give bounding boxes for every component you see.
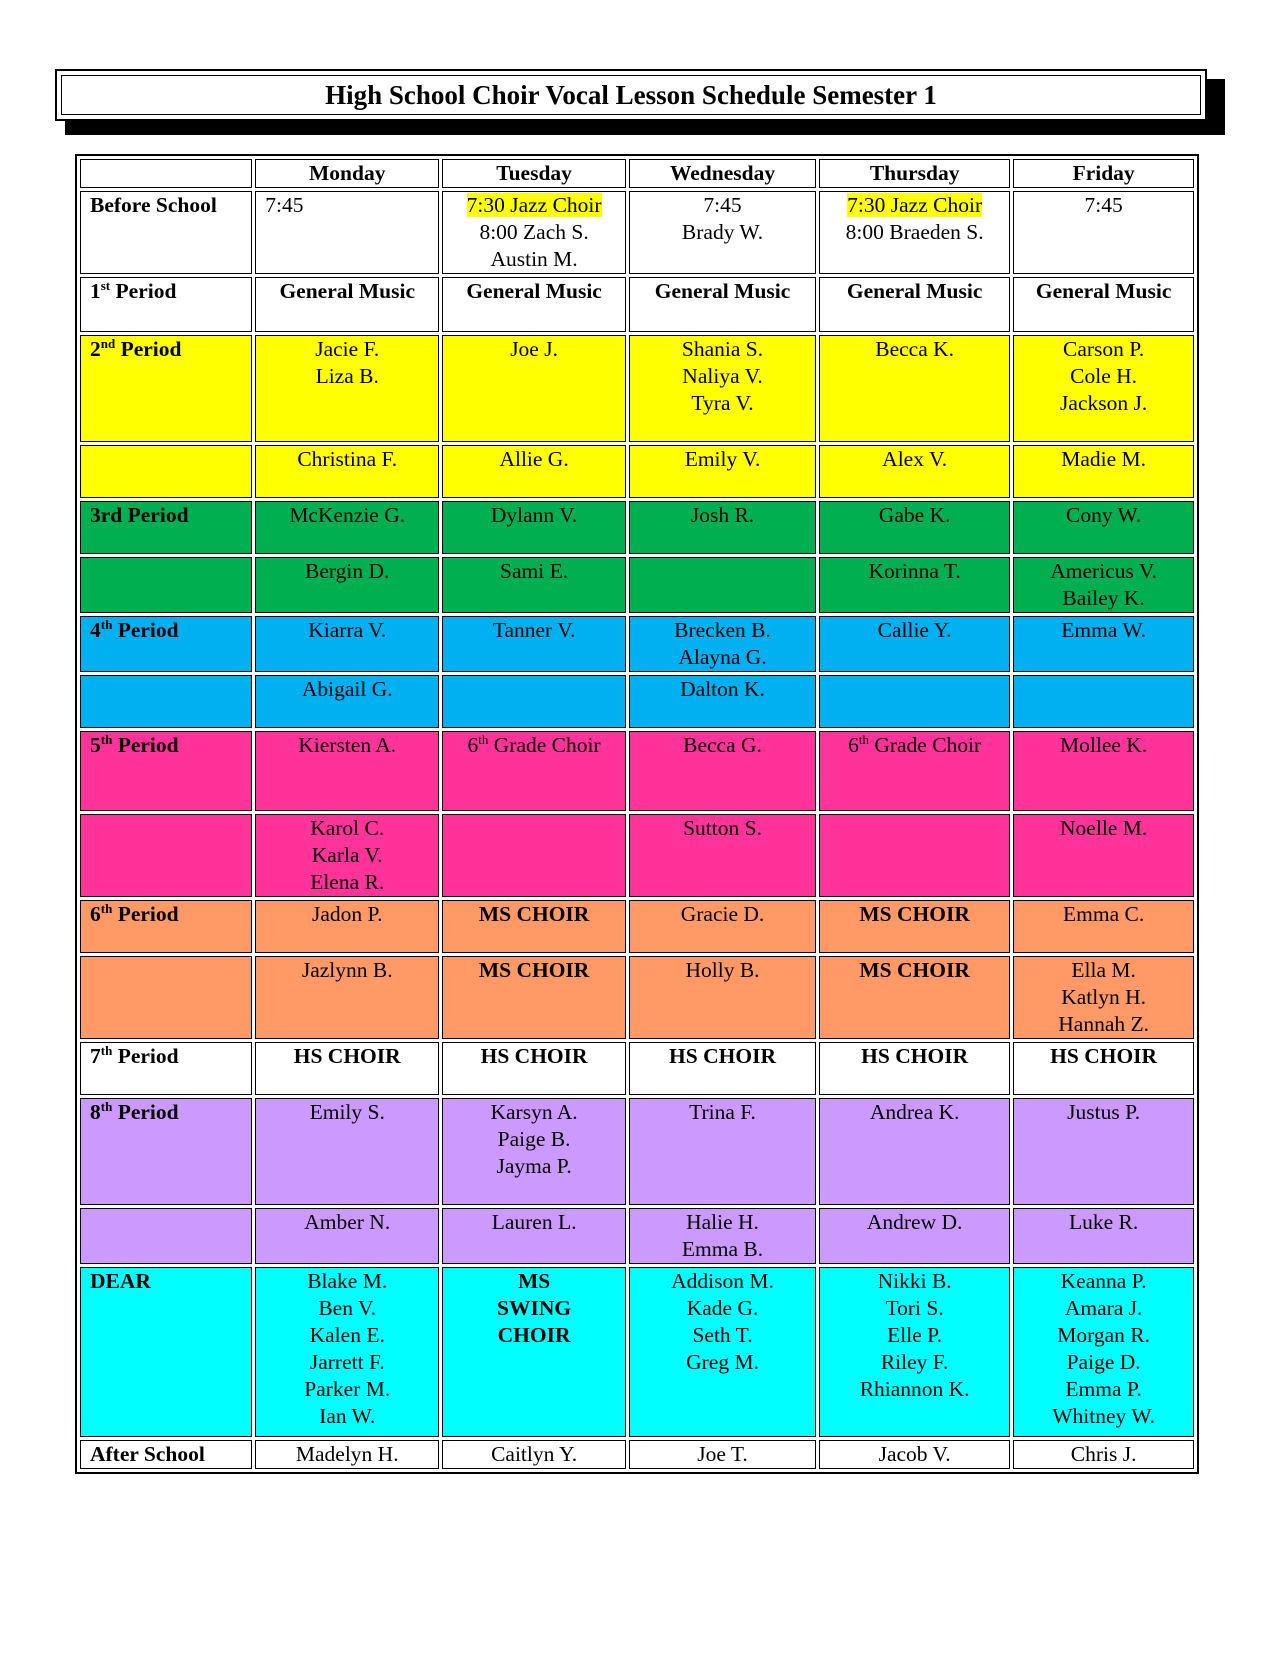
- cell-line: Tanner V.: [492, 618, 576, 642]
- cell-thursday: [819, 956, 1010, 1039]
- cell-line: Riley F.: [880, 1350, 949, 1374]
- cell-monday: [255, 1267, 439, 1437]
- cell-line: Allie G.: [499, 447, 569, 471]
- header-friday: Friday: [1013, 159, 1194, 188]
- cell-friday: [1013, 1042, 1194, 1095]
- cell-monday: [255, 1098, 439, 1205]
- cell-line: Gabe K.: [878, 503, 951, 527]
- cell-wednesday: [629, 1098, 816, 1205]
- schedule-row: [80, 501, 1194, 554]
- cell-friday: [1013, 191, 1194, 274]
- title-box: [55, 69, 1207, 121]
- highlight: 7:30 Jazz Choir: [466, 193, 602, 217]
- schedule-row: [80, 956, 1194, 1039]
- cell-wednesday: [629, 675, 816, 728]
- cell-line: Karla V.: [311, 843, 383, 867]
- cell-line: 7:45: [265, 193, 304, 217]
- row-label: 7th Period: [80, 1042, 252, 1095]
- cell-line: Ben V.: [318, 1296, 377, 1320]
- cell-line: Tori S.: [885, 1296, 944, 1320]
- cell-wednesday: [629, 731, 816, 811]
- header-wednesday: Wednesday: [629, 159, 816, 188]
- cell-thursday: [819, 900, 1010, 953]
- cell-line: Liza B.: [315, 364, 379, 388]
- row-label: 5th Period: [80, 731, 252, 811]
- cell-line: Gracie D.: [680, 902, 765, 926]
- cell-line: Jacob V.: [878, 1442, 951, 1466]
- cell-line: Alayna G.: [678, 645, 767, 669]
- cell-line: Korinna T.: [868, 559, 961, 583]
- cell-line: Tyra V.: [691, 391, 754, 415]
- cell-monday: [255, 675, 439, 728]
- cell-tuesday: [442, 501, 626, 554]
- cell-line: Jacie F.: [315, 337, 380, 361]
- cell-line: Cole H.: [1070, 364, 1138, 388]
- cell-tuesday: [442, 1042, 626, 1095]
- row-label: 6th Period: [80, 900, 252, 953]
- page-title: High School Choir Vocal Lesson Schedule Semester 1: [61, 75, 1201, 115]
- cell-line: Ian W.: [319, 1404, 376, 1428]
- cell-friday: [1013, 1440, 1194, 1469]
- cell-line: Emily S.: [309, 1100, 385, 1124]
- header-row: [80, 159, 1194, 188]
- cell-line: Andrea K.: [869, 1100, 960, 1124]
- cell-line: Kade G.: [686, 1296, 759, 1320]
- cell-wednesday: [629, 956, 816, 1039]
- row-label: [80, 956, 252, 1039]
- cell-line: Josh R.: [690, 503, 755, 527]
- cell-line: Callie Y.: [877, 618, 952, 642]
- cell-line: Trina F.: [689, 1100, 756, 1124]
- row-label: After School: [80, 1440, 252, 1469]
- cell-thursday: [819, 1208, 1010, 1264]
- cell-thursday: [819, 1267, 1010, 1437]
- cell-monday: [255, 956, 439, 1039]
- cell-line: Jazlynn B.: [301, 958, 393, 982]
- cell-friday: [1013, 731, 1194, 811]
- cell-thursday: [819, 445, 1010, 498]
- row-label: 3rd Period: [80, 501, 252, 554]
- cell-line: Whitney W.: [1052, 1404, 1155, 1428]
- cell-line: Shania S.: [681, 337, 764, 361]
- cell-tuesday: [442, 731, 626, 811]
- cell-monday: [255, 814, 439, 897]
- cell-line: Elle P.: [887, 1323, 943, 1347]
- cell-line: Amara J.: [1064, 1296, 1143, 1320]
- cell-line: 6th Grade Choir: [467, 731, 601, 757]
- cell-line: Keanna P.: [1060, 1269, 1147, 1293]
- cell-line: MS: [517, 1269, 551, 1293]
- cell-line: Joe T.: [697, 1442, 748, 1466]
- cell-line: Kalen E.: [309, 1323, 385, 1347]
- cell-line: Parker M.: [304, 1377, 391, 1401]
- header-tuesday: Tuesday: [442, 159, 626, 188]
- cell-line: Karol C.: [310, 816, 385, 840]
- cell-line: HS CHOIR: [293, 1044, 401, 1068]
- header-corner: [80, 159, 252, 188]
- cell-thursday: [819, 501, 1010, 554]
- cell-line: Dalton K.: [680, 677, 765, 701]
- cell-friday: [1013, 675, 1194, 728]
- row-label: 1st Period: [80, 277, 252, 332]
- cell-line: Madie M.: [1061, 447, 1147, 471]
- cell-friday: [1013, 445, 1194, 498]
- cell-tuesday: [442, 557, 626, 613]
- cell-line: Sami E.: [500, 559, 569, 583]
- cell-line: Brecken B.: [674, 618, 771, 642]
- cell-line: Paige D.: [1066, 1350, 1141, 1374]
- cell-line: MS CHOIR: [859, 958, 970, 982]
- cell-tuesday: [442, 277, 626, 332]
- header-thursday: Thursday: [819, 159, 1010, 188]
- cell-wednesday: [629, 900, 816, 953]
- cell-line: CHOIR: [497, 1323, 571, 1347]
- cell-thursday: [819, 675, 1010, 728]
- cell-line: Greg M.: [686, 1350, 759, 1374]
- cell-line: Blake M.: [307, 1269, 388, 1293]
- cell-friday: [1013, 277, 1194, 332]
- cell-line: Austin M.: [490, 247, 578, 271]
- cell-tuesday: [442, 1208, 626, 1264]
- schedule-row: [80, 335, 1194, 442]
- cell-line: Emily V.: [684, 447, 761, 471]
- schedule-row: [80, 1042, 1194, 1095]
- cell-line: Amber N.: [304, 1210, 391, 1234]
- cell-line: HS CHOIR: [669, 1044, 776, 1068]
- cell-line: Noelle M.: [1060, 816, 1148, 840]
- cell-line: HS CHOIR: [1050, 1044, 1158, 1068]
- cell-line: Bergin D.: [305, 559, 390, 583]
- cell-line: 7:45: [1084, 193, 1123, 217]
- schedule-row: [80, 616, 1194, 672]
- cell-line: 7:45: [703, 193, 742, 217]
- cell-tuesday: [442, 956, 626, 1039]
- cell-line: General Music: [1035, 279, 1172, 303]
- cell-monday: [255, 900, 439, 953]
- row-label: 8th Period: [80, 1098, 252, 1205]
- schedule-row: [80, 191, 1194, 274]
- cell-line: Jarrett F.: [309, 1350, 385, 1374]
- cell-line: Kiarra V.: [308, 618, 387, 642]
- schedule-row: [80, 1098, 1194, 1205]
- cell-line: 6th Grade Choir: [848, 731, 982, 757]
- cell-monday: [255, 501, 439, 554]
- cell-line: Becca K.: [875, 337, 955, 361]
- cell-line: Morgan R.: [1057, 1323, 1151, 1347]
- cell-tuesday: [442, 191, 626, 274]
- cell-line: Jackson J.: [1060, 391, 1148, 415]
- cell-line: Abigail G.: [301, 677, 393, 701]
- cell-thursday: [819, 1098, 1010, 1205]
- cell-line: Becca G.: [683, 733, 762, 757]
- cell-monday: [255, 616, 439, 672]
- cell-thursday: [819, 191, 1010, 274]
- cell-line: Sutton S.: [683, 816, 762, 840]
- row-label: Before School: [80, 191, 252, 274]
- cell-line: Chris J.: [1070, 1442, 1137, 1466]
- cell-thursday: [819, 277, 1010, 332]
- cell-line: Americus V.: [1050, 559, 1157, 583]
- cell-line: McKenzie G.: [289, 503, 406, 527]
- cell-monday: [255, 1042, 439, 1095]
- cell-line: [822, 192, 1007, 219]
- cell-line: Christina F.: [297, 447, 398, 471]
- cell-line: MS CHOIR: [478, 902, 590, 926]
- cell-line: Addison M.: [671, 1269, 774, 1293]
- cell-wednesday: [629, 501, 816, 554]
- schedule-row: [80, 1208, 1194, 1264]
- cell-thursday: [819, 1042, 1010, 1095]
- cell-line: Hannah Z.: [1058, 1012, 1149, 1036]
- cell-line: MS CHOIR: [859, 902, 970, 926]
- cell-wednesday: [629, 1042, 816, 1095]
- row-label: [80, 675, 252, 728]
- cell-tuesday: [442, 900, 626, 953]
- schedule-row: [80, 675, 1194, 728]
- cell-line: Brady W.: [681, 220, 764, 244]
- cell-line: SWING: [497, 1296, 572, 1320]
- highlight: 7:30 Jazz Choir: [847, 193, 983, 217]
- schedule-row: [80, 900, 1194, 953]
- cell-friday: [1013, 814, 1194, 897]
- cell-wednesday: [629, 191, 816, 274]
- cell-tuesday: [442, 1267, 626, 1437]
- cell-line: Holly B.: [685, 958, 760, 982]
- cell-line: Emma P.: [1065, 1377, 1142, 1401]
- cell-line: Carson P.: [1063, 337, 1145, 361]
- schedule-row: [80, 277, 1194, 332]
- cell-line: Paige B.: [497, 1127, 571, 1151]
- cell-wednesday: [629, 1208, 816, 1264]
- cell-line: Katlyn H.: [1061, 985, 1147, 1009]
- cell-line: Seth T.: [692, 1323, 753, 1347]
- cell-wednesday: [629, 445, 816, 498]
- cell-wednesday: [629, 814, 816, 897]
- cell-line: [445, 192, 623, 219]
- cell-line: Ella M.: [1071, 958, 1136, 982]
- cell-wednesday: [629, 557, 816, 613]
- row-label: 4th Period: [80, 616, 252, 672]
- row-label: 2nd Period: [80, 335, 252, 442]
- cell-friday: [1013, 956, 1194, 1039]
- cell-wednesday: [629, 1267, 816, 1437]
- row-label: DEAR: [80, 1267, 252, 1437]
- cell-tuesday: [442, 1440, 626, 1469]
- cell-monday: [255, 445, 439, 498]
- cell-thursday: [819, 335, 1010, 442]
- cell-line: Rhiannon K.: [859, 1377, 970, 1401]
- cell-line: Lauren L.: [491, 1210, 577, 1234]
- cell-line: Andrew D.: [866, 1210, 963, 1234]
- schedule-row: [80, 445, 1194, 498]
- cell-wednesday: [629, 616, 816, 672]
- cell-friday: [1013, 900, 1194, 953]
- cell-line: Emma W.: [1061, 618, 1147, 642]
- schedule-row: [80, 731, 1194, 811]
- cell-line: Caitlyn Y.: [491, 1442, 578, 1466]
- row-label: [80, 1208, 252, 1264]
- cell-line: Karsyn A.: [490, 1100, 578, 1124]
- cell-monday: [255, 277, 439, 332]
- cell-line: General Music: [654, 279, 791, 303]
- cell-thursday: [819, 814, 1010, 897]
- cell-line: Halie H.: [686, 1210, 759, 1234]
- row-label: [80, 814, 252, 897]
- cell-thursday: [819, 616, 1010, 672]
- cell-line: Elena R.: [310, 870, 385, 894]
- cell-line: Kiersten A.: [298, 733, 397, 757]
- cell-friday: [1013, 1208, 1194, 1264]
- row-label: [80, 557, 252, 613]
- cell-tuesday: [442, 814, 626, 897]
- schedule-row: [80, 557, 1194, 613]
- schedule-row: [80, 814, 1194, 897]
- cell-line: Alex V.: [882, 447, 948, 471]
- cell-line: Emma B.: [681, 1237, 764, 1261]
- header-monday: Monday: [255, 159, 439, 188]
- cell-monday: [255, 1440, 439, 1469]
- cell-monday: [255, 191, 439, 274]
- cell-line: Madelyn H.: [295, 1442, 399, 1466]
- cell-wednesday: [629, 1440, 816, 1469]
- cell-line: Bailey K.: [1062, 586, 1145, 610]
- cell-monday: [255, 731, 439, 811]
- cell-line: General Music: [466, 279, 602, 303]
- cell-friday: [1013, 557, 1194, 613]
- cell-monday: [255, 557, 439, 613]
- cell-friday: [1013, 501, 1194, 554]
- cell-friday: [1013, 616, 1194, 672]
- cell-tuesday: [442, 445, 626, 498]
- cell-tuesday: [442, 1098, 626, 1205]
- cell-thursday: [819, 731, 1010, 811]
- cell-line: Luke R.: [1068, 1210, 1139, 1234]
- cell-line: HS CHOIR: [861, 1044, 969, 1068]
- cell-thursday: [819, 1440, 1010, 1469]
- cell-line: Joe J.: [510, 337, 558, 361]
- schedule-row: [80, 1267, 1194, 1437]
- cell-wednesday: [629, 335, 816, 442]
- cell-monday: [255, 1208, 439, 1264]
- cell-tuesday: [442, 616, 626, 672]
- row-label: [80, 445, 252, 498]
- cell-line: Jadon P.: [311, 902, 383, 926]
- cell-line: HS CHOIR: [480, 1044, 588, 1068]
- cell-friday: [1013, 335, 1194, 442]
- cell-line: General Music: [846, 279, 983, 303]
- title-banner: [55, 69, 1215, 129]
- schedule-table: [75, 154, 1199, 1474]
- cell-thursday: [819, 557, 1010, 613]
- cell-line: Dylann V.: [490, 503, 578, 527]
- cell-line: Cony W.: [1065, 503, 1142, 527]
- schedule-row: [80, 1440, 1194, 1469]
- cell-line: Jayma P.: [496, 1154, 572, 1178]
- cell-tuesday: [442, 335, 626, 442]
- cell-line: Justus P.: [1067, 1100, 1141, 1124]
- cell-friday: [1013, 1098, 1194, 1205]
- cell-line: Emma C.: [1063, 902, 1145, 926]
- cell-line: 8:00 Braeden S.: [845, 220, 984, 244]
- cell-wednesday: [629, 277, 816, 332]
- cell-line: Naliya V.: [682, 364, 763, 388]
- cell-friday: [1013, 1267, 1194, 1437]
- cell-monday: [255, 335, 439, 442]
- cell-line: Nikki B.: [877, 1269, 952, 1293]
- cell-line: Mollee K.: [1060, 733, 1148, 757]
- cell-line: MS CHOIR: [478, 958, 590, 982]
- cell-line: 8:00 Zach S.: [479, 220, 589, 244]
- cell-line: General Music: [279, 279, 415, 303]
- cell-tuesday: [442, 675, 626, 728]
